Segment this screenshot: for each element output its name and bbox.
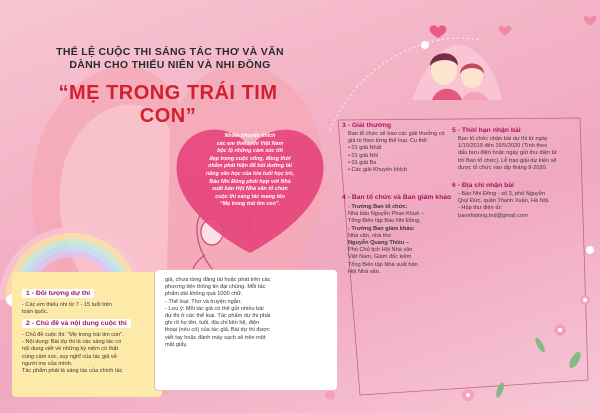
section-4-line: - Trưởng Ban tổ chức:	[348, 204, 408, 210]
section-4-line: Nhà văn, nhà thơ	[348, 232, 392, 239]
intro-text	[188, 133, 312, 209]
section-3-line: Ban tổ chức sẽ trao các giải thưởng có	[348, 131, 445, 137]
section-3-line: • 01 giải Ba	[348, 159, 377, 166]
section-2-cont-line: phương tiện thông tin đại chúng. Mỗi tác	[165, 284, 266, 291]
section-3-line: • Các giải Khuyến khích	[348, 167, 408, 174]
section-2-line: người mẹ của mình.	[22, 360, 73, 367]
section-4-line: - Trưởng Ban giám khảo:	[348, 225, 415, 232]
intro-line: năng văn học của lứa tuổi học trò,	[205, 170, 294, 177]
section-6-heading: 6 - Địa chỉ nhận bài	[452, 182, 514, 189]
section-1-heading: 1 - Đối tượng dự thi	[22, 289, 94, 298]
section-4-line: Hội Nhà văn.	[348, 268, 381, 275]
section-6	[452, 182, 574, 220]
mother-daughter-illustration	[402, 30, 512, 110]
section-5-line: Ban tổ chức nhận bài dự thi từ ngày	[458, 136, 548, 142]
intro-line: Nhằm khuyến khích	[224, 133, 276, 139]
section-2-cont-line: viết tay hoặc đánh máy sạch sẽ trên một	[165, 334, 266, 341]
section-2-cont-line: giả, chưa từng đăng tải hoặc phát trên các	[165, 277, 271, 283]
section-2-cont-line: thoại (nếu có) của tác giả. Bài dự thi được	[165, 327, 270, 334]
section-4-line: Tổng Biên tập Nhà xuất bản	[348, 261, 418, 268]
intro-line: nhằm phát hiện để bồi dưỡng tài	[208, 163, 292, 170]
section-5-heading: 5 - Thời hạn nhận bài	[452, 127, 521, 134]
section-2-line: cùng cảm xúc, suy nghĩ của tác giả về	[22, 353, 117, 360]
section-2-line: - Chủ đề cuộc thi: “Mẹ trong trái tim con”.	[22, 332, 124, 338]
section-2-cont-line: - Thể loại: Thơ và truyện ngắn.	[165, 298, 242, 305]
section-4-line: Nhà báo Nguyễn Phan Khuê –	[348, 211, 424, 218]
page-subtitle	[30, 46, 310, 72]
section-6-line: - Báo Nhi Đồng - số 3, phố Nguyễn	[458, 191, 546, 197]
section-2-body	[22, 332, 157, 375]
section-5-line: 1/10/2019 đến 15/5/2020 (Tính theo	[458, 143, 548, 150]
page-title: “MẸ TRONG TRÁI TIM CON”	[58, 82, 278, 127]
intro-line: bộc lộ những cảm xúc tốt	[217, 148, 283, 155]
section-2-continued	[165, 277, 333, 349]
section-6-line: - Hộp thư điện tử:	[458, 205, 503, 212]
section-2-cont-line: phẩm dài không quá 1000 chữ.	[165, 291, 243, 298]
section-4-body	[348, 204, 452, 276]
section-2-cont-line: dự thi ở các thể loại. Tác phẩm dự thi phải	[165, 313, 271, 320]
section-5-line: tới Ban tổ chức). Lễ trao giải dự kiến sẽ	[458, 157, 557, 164]
section-4-line: Phó Chủ tịch Hội Nhà văn	[348, 247, 413, 254]
section-1-line: - Các em thiếu nhi từ 7 - 15 tuổi trên	[22, 302, 112, 308]
intro-line: “Mẹ trong trái tim con”.	[219, 201, 281, 208]
section-5	[452, 127, 574, 172]
section-4-line: Việt Nam, Giám đốc kiêm	[348, 254, 412, 261]
section-2	[22, 312, 157, 375]
section-2-cont-line: ghi rõ họ tên, tuổi, địa chỉ liên hệ, điện	[165, 320, 260, 327]
section-1-line: toàn quốc.	[22, 309, 49, 316]
section-2-cont-line: mặt giấy.	[165, 341, 188, 348]
section-2-heading: 2 - Chủ đề và nội dung cuộc thi	[22, 319, 131, 328]
section-3-line: giá trị theo từng thể loại. Cụ thể:	[348, 138, 428, 145]
section-2-line: nội dung viết về những kỷ niệm có thật	[22, 346, 119, 353]
intro-line: Báo Nhi Đồng phối hợp với Nhà	[209, 178, 291, 185]
section-4-heading: 4 - Ban tổ chức và Ban giám khảo	[342, 194, 452, 201]
intro-line: cuộc thi sáng tác mang tên	[215, 193, 285, 200]
section-3-line: • 01 giải Nhất	[348, 145, 382, 152]
section-3	[342, 122, 447, 174]
section-4	[342, 194, 452, 276]
section-5-body	[458, 136, 574, 172]
section-6-email: baonhidong.tnd@gmail.com	[458, 212, 528, 219]
section-6-body	[458, 191, 574, 220]
section-5-line: được tổ chức vào dịp tháng 9-2020.	[458, 164, 548, 171]
section-2-line: - Nội dung: Bài dự thi là các sáng tác có	[22, 339, 122, 346]
section-4-line: Nguyễn Quang Thiều –	[348, 240, 409, 247]
intro-line: đẹp trong cuộc sống, đồng thời	[209, 155, 291, 162]
section-5-line: dấu bưu điện hoặc ngày gửi thư điện tử	[458, 150, 557, 157]
subtitle-line-2: DÀNH CHO THIẾU NIÊN VÀ NHI ĐỒNG	[69, 59, 271, 71]
subtitle-line-1: THỂ LỆ CUỘC THI SÁNG TÁC THƠ VÀ VĂN	[56, 46, 284, 58]
section-3-line: • 01 giải Nhì	[348, 152, 379, 159]
section-4-line: Tổng Biên tập Báo Nhi Đồng.	[348, 218, 421, 225]
intro-line: xuất bản Hội Nhà văn tổ chức	[211, 186, 289, 193]
section-2-line: Tác phẩm phải là sáng tác của chính tác	[22, 368, 123, 375]
section-2-cont-line: - Lưu ý: Mỗi tác giả có thể gửi nhiều bài	[165, 305, 264, 312]
intro-line: các em thiếu nhi Việt Nam	[216, 140, 284, 147]
section-3-body	[348, 131, 447, 174]
leaves	[494, 337, 583, 399]
section-6-line: Quý Đức, quận Thanh Xuân, Hà Nội.	[458, 198, 550, 205]
section-3-heading: 3 - Giải thưởng	[342, 122, 392, 129]
